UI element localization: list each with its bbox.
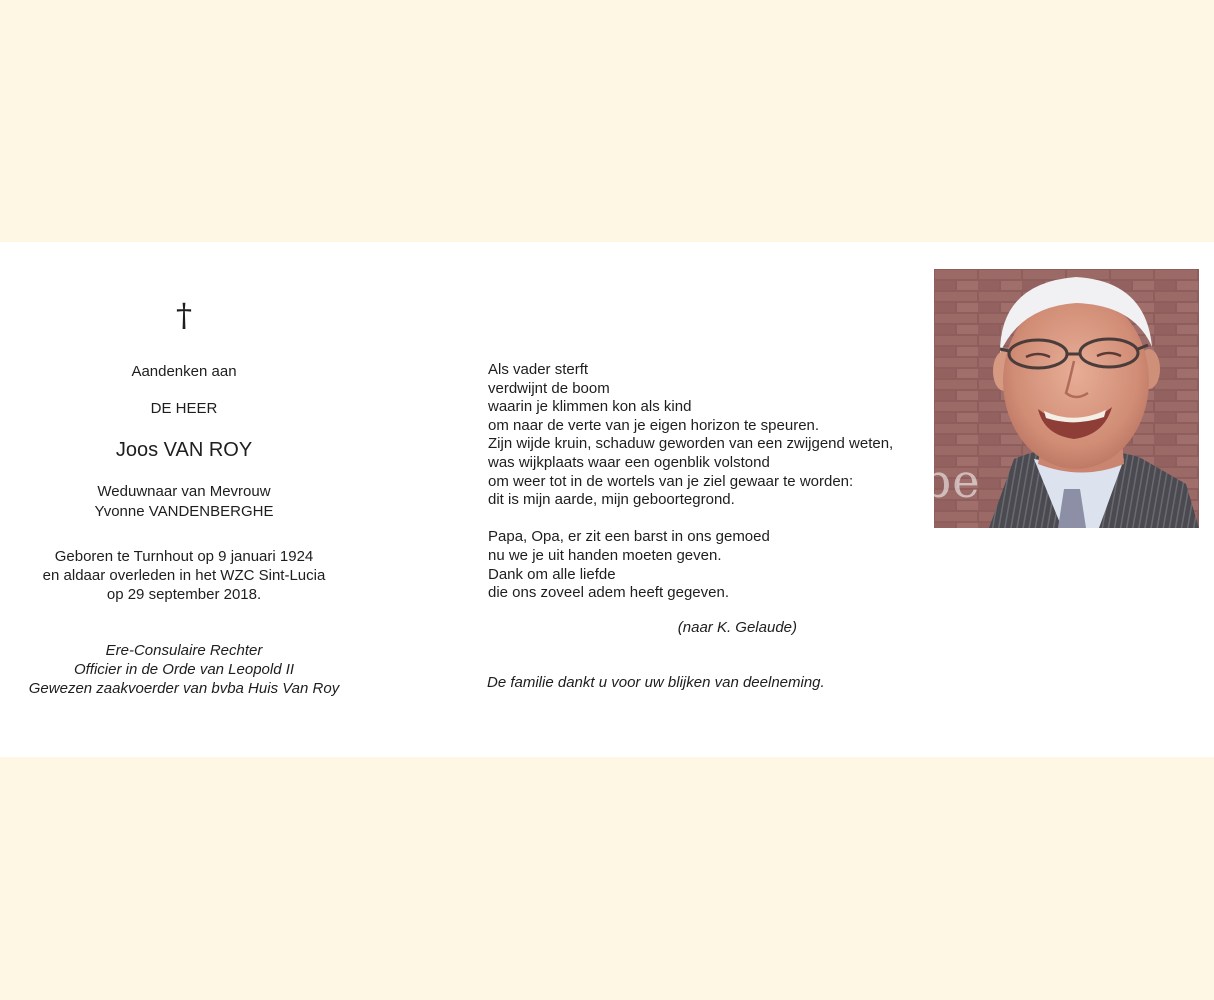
poem-line: dit is mijn aarde, mijn geboortegrond. [488, 491, 735, 509]
memorial-card [0, 242, 1214, 757]
poem-line: om naar de verte van je eigen horizon te speuren. [488, 416, 820, 434]
poem-line: die ons zoveel adem heeft gegeven. [488, 584, 730, 602]
spouse-name: Yvonne VANDENBERGHE [94, 503, 274, 520]
thanks-text: De familie dankt u voor uw blijken van deelneming. [487, 674, 825, 691]
watermark-text: er.be [860, 454, 981, 508]
cross-icon: † [176, 296, 192, 334]
poem-line: Als vader sterft [488, 361, 589, 378]
poem-line: om weer tot in de wortels van je ziel gewaar te worden: [488, 472, 854, 490]
life-line: en aldaar overleden in het WZC Sint-Lucia [42, 567, 326, 584]
poem-line: verdwijnt de boom [488, 379, 610, 397]
stanza-gap [488, 510, 928, 529]
poem-line: nu we je uit handen moeten geven. [488, 546, 722, 564]
honor-line: Ere-Consulaire Rechter [105, 642, 263, 659]
deceased-name: Joos VAN ROY [115, 439, 253, 461]
life-line: op 29 september 2018. [106, 586, 262, 603]
honor-line: Officier in de Orde van Leopold II [73, 661, 295, 678]
widower-line: Weduwnaar van Mevrouw [97, 483, 271, 500]
life-line: Geboren te Turnhout op 9 januari 1924 [54, 548, 314, 565]
honor-line: Gewezen zaakvoerder van bvba Huis Van Roy [28, 680, 340, 697]
title-text: DE HEER [150, 400, 218, 417]
remembrance-text: Aandenken aan [131, 363, 237, 380]
left-panel [0, 242, 368, 757]
poem-attribution: (naar K. Gelaude) [677, 619, 797, 636]
poem-line: Dank om alle liefde [488, 565, 616, 583]
poem-line: waarin je klimmen kon als kind [488, 398, 692, 416]
poem-line: Zijn wijde kruin, schaduw geworden van een zwijgend weten, [488, 435, 894, 453]
poem-line: Papa, Opa, er zit een barst in ons gemoed [488, 528, 770, 546]
poem-line: was wijkplaats waar een ogenblik volstond [488, 453, 770, 471]
